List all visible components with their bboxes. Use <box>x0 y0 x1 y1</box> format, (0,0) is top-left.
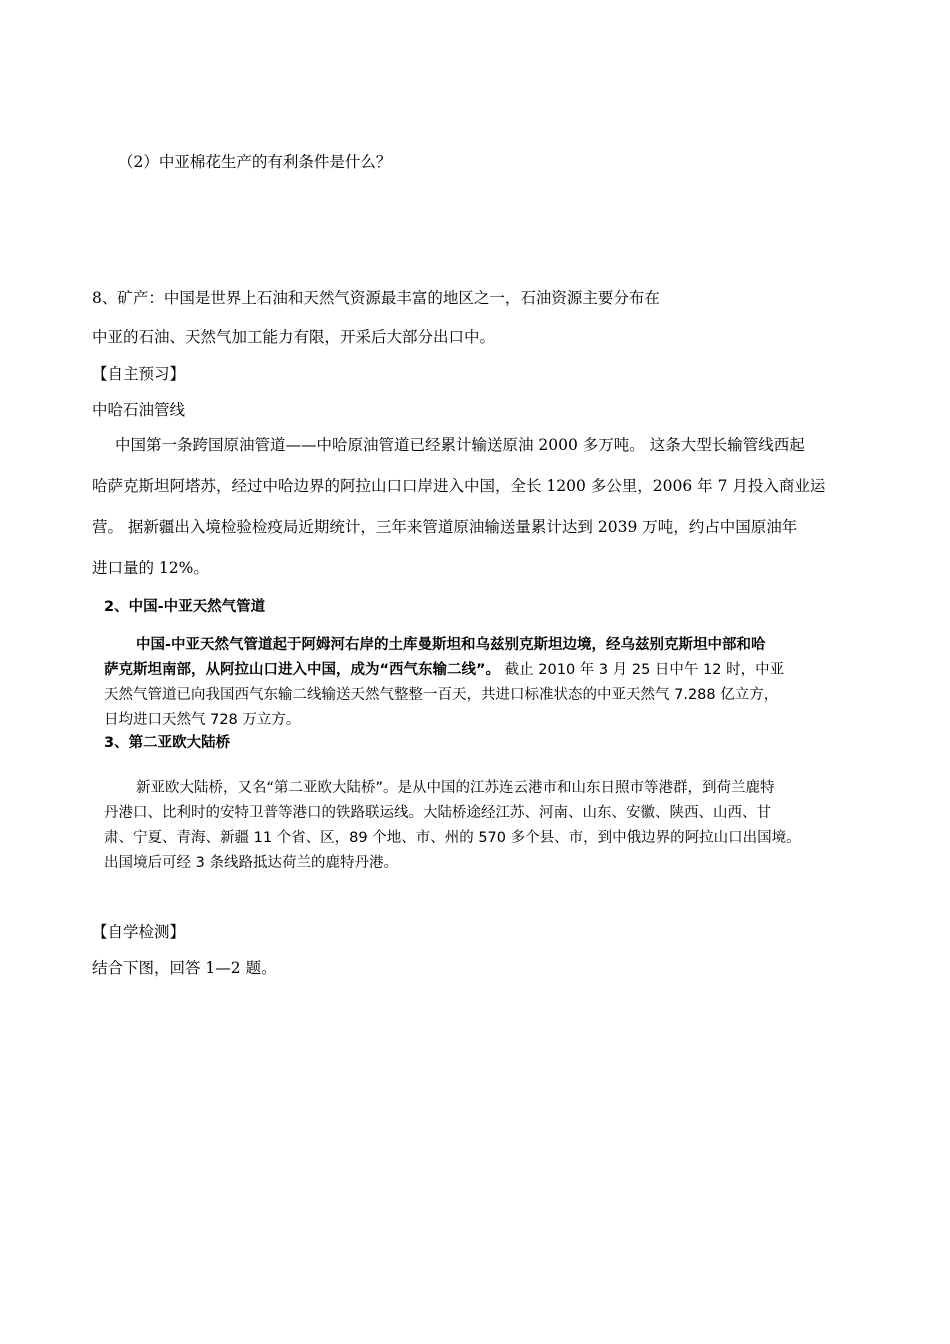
bridge-heading: 3、第二亚欧大陆桥 <box>104 735 231 751</box>
gas-line-4: 日均进口天然气 728 万立方。 <box>104 712 301 728</box>
pipeline-text-line-4: 进口量的 12%。 <box>92 559 209 577</box>
gas-line-1: 中国-中亚天然气管道起于阿姆河右岸的土库曼斯坦和乌兹别克斯坦边境，经乌兹别克斯坦中部和哈 <box>136 637 766 653</box>
pipeline-text-line-2: 哈萨克斯坦阿塔苏，经过中哈边界的阿拉山口口岸进入中国，全长 1200 多公里，2006 年 7 月投入商业运 <box>92 477 826 495</box>
self-test-heading: 【自学检测】 <box>92 923 186 941</box>
self-test-instruction: 结合下图，回答 1—2 题。 <box>92 959 277 977</box>
bridge-line-1: 新亚欧大陆桥，又名“第二亚欧大陆桥”。是从中国的江苏连云港市和山东日照市等港群，到荷兰鹿特 <box>136 780 775 796</box>
gas-line-2-bold: 萨克斯坦南部，从阿拉山口进入中国，成为“西气东输二线”。 <box>104 662 501 678</box>
gas-line-2-rest: 截止 2010 年 3 月 25 日中午 12 时，中亚 <box>500 662 785 678</box>
question-2: （2）中亚棉花生产的有利条件是什么？ <box>118 153 392 171</box>
pipeline-title: 中哈石油管线 <box>92 401 186 419</box>
section-8-line-2: 中亚的石油、天然气加工能力有限，开采后大部分出口中。 <box>92 328 496 346</box>
gas-pipeline-heading: 2、中国-中亚天然气管道 <box>104 599 266 615</box>
section-8-line-1: 8、矿产：中国是世界上石油和天然气资源最丰富的地区之一，石油资源主要分布在 <box>92 289 660 307</box>
preview-heading: 【自主预习】 <box>92 365 186 383</box>
gas-line-3: 天然气管道已向我国西气东输二线输送天然气整整一百天，共进口标准状态的中亚天然气 7.288 亿立方， <box>104 687 779 703</box>
pipeline-text-line-3: 营。 据新疆出入境检验检疫局近期统计，三年来管道原油输送量累计达到 2039 万吨，约占中国原油年 <box>92 518 798 536</box>
bridge-line-4: 出国境后可经 3 条线路抵达荷兰的鹿特丹港。 <box>104 855 398 871</box>
pipeline-text-line-1: 中国第一条跨国原油管道——中哈原油管道已经累计输送原油 2000 多万吨。 这条大型长输管线西起 <box>115 436 805 454</box>
gas-line-2 <box>104 660 784 680</box>
bridge-line-2: 丹港口、比利时的安特卫普等港口的铁路联运线。大陆桥途经江苏、河南、山东、安徽、陕西、山西、甘 <box>104 805 771 821</box>
bridge-line-3: 肃、宁夏、青海、新疆 11 个省、区，89 个地、市、州的 570 多个县、市，到中俄边界的阿拉山口出国境。 <box>104 830 801 846</box>
